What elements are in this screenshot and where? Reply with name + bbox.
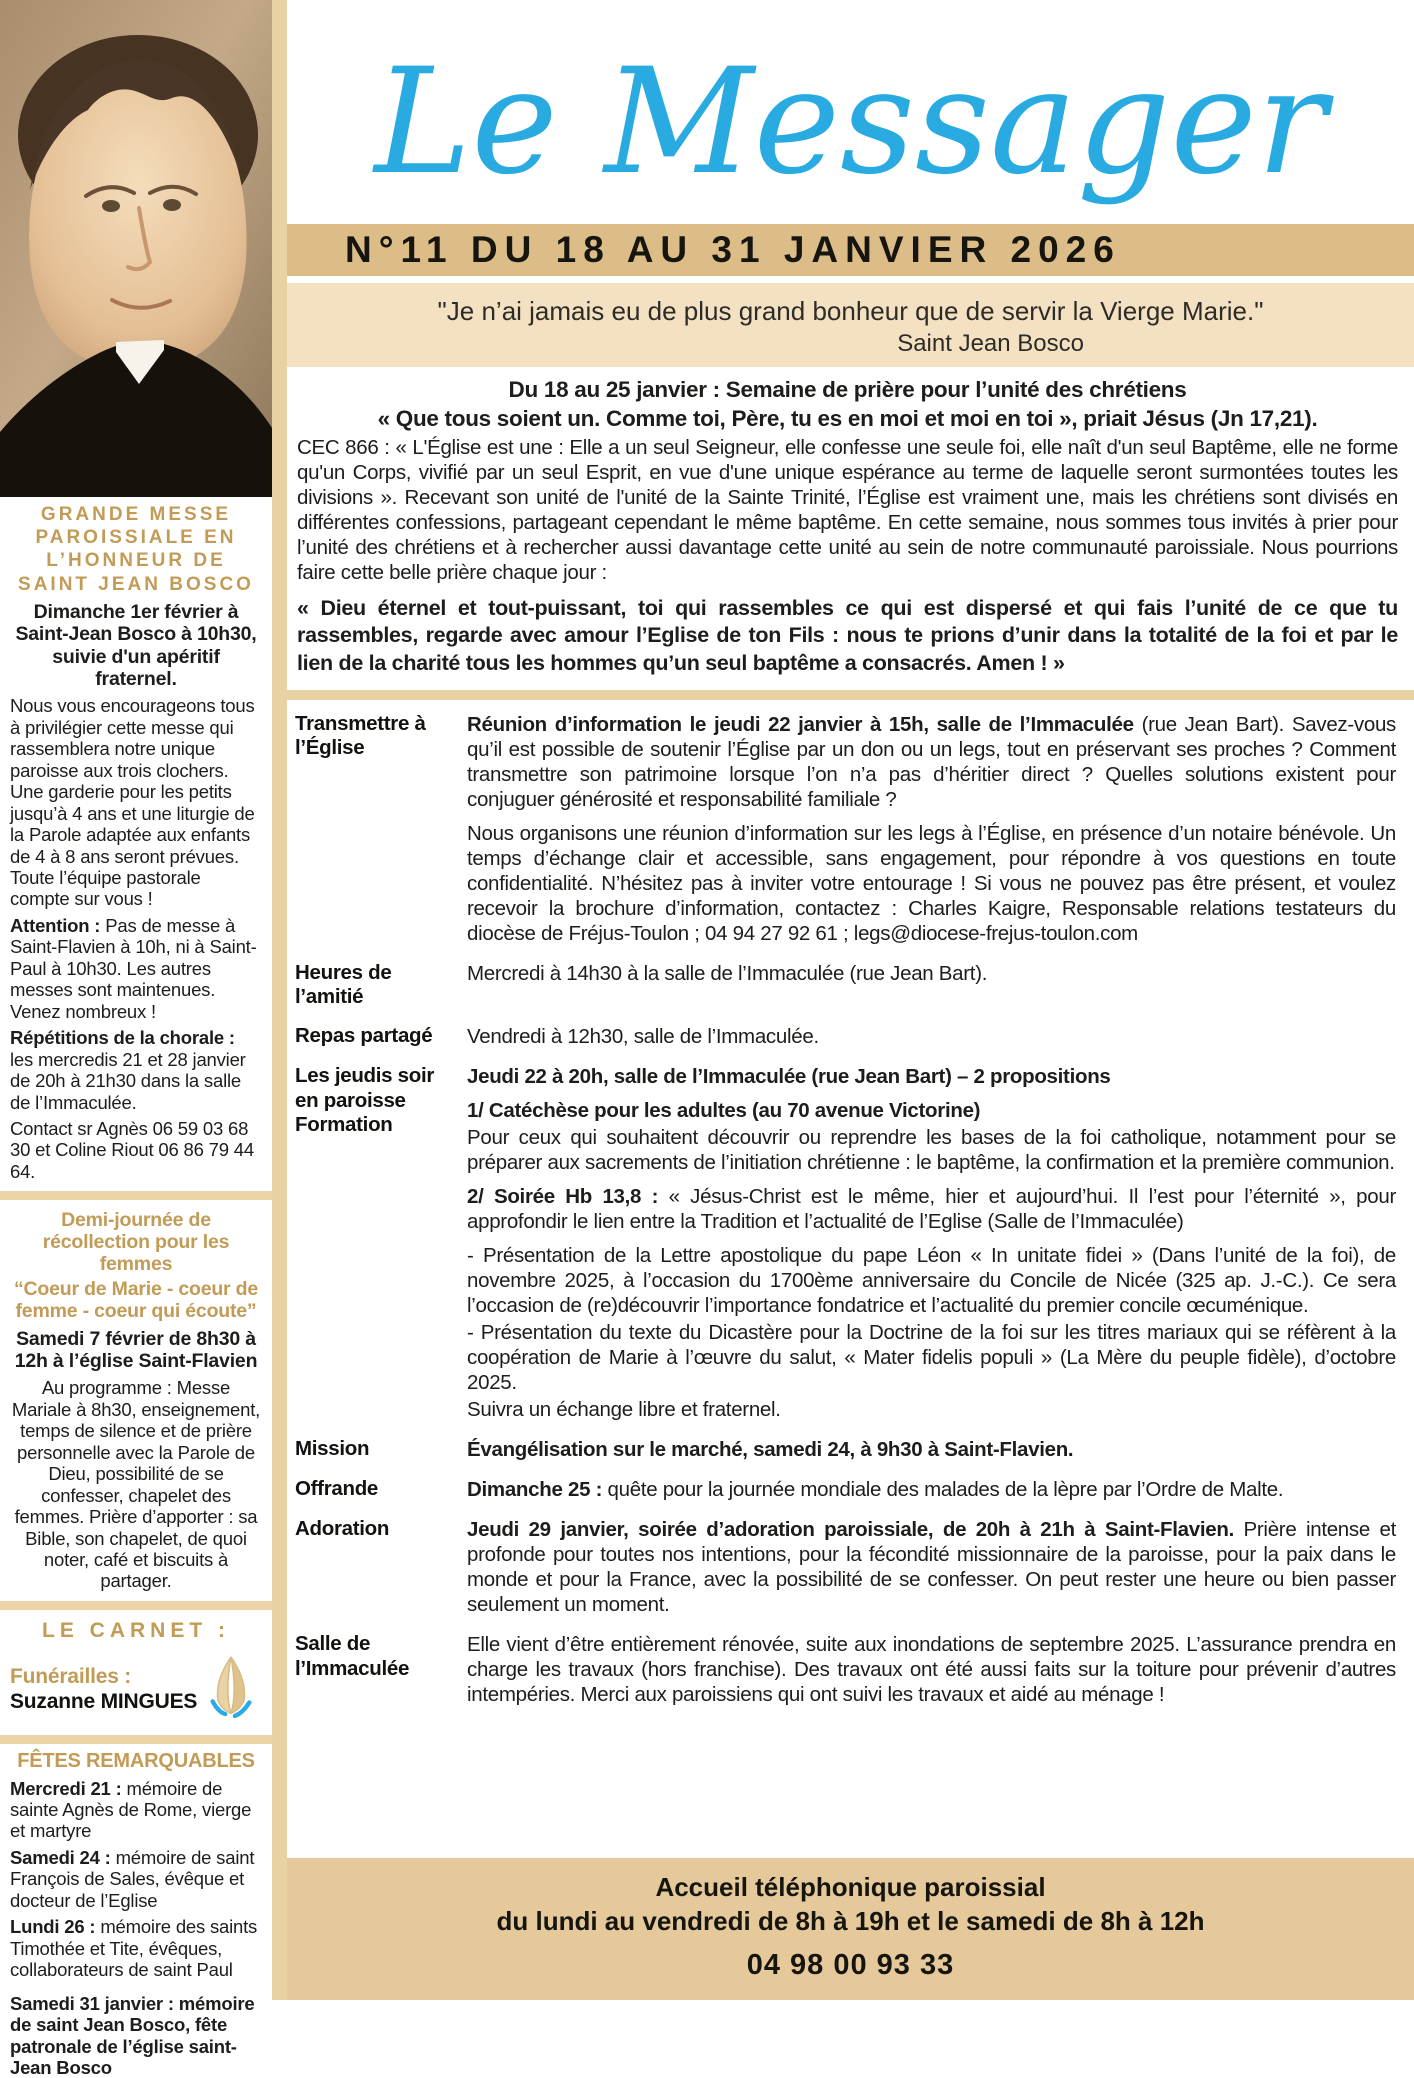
paragraph: - Présentation du texte du Dicastère pour la Doctrine de la foi sur les titres mariaux qui se réfèrent à la coopération de Marie à l’œuvre du salut, « Mater fidelis populi » (La Mère du peuple fidèle), d’octobre 2025. <box>467 1321 1396 1395</box>
paragraph <box>467 1184 1396 1234</box>
paragraph: Pour ceux qui souhaitent découvrir ou reprendre les bases de la foi catholique, notamment pour se préparer aux sacrements de l’initiation chrétienne : le baptême, la confirmation et la première communion. <box>467 1126 1396 1175</box>
paragraph-lead: Jeudi 22 à 20h, salle de l’Immaculée (rue Jean Bart) – 2 propositions <box>467 1065 1111 1089</box>
footer-line1: Accueil téléphonique paroissial <box>655 1872 1046 1903</box>
paragraph <box>467 712 1396 812</box>
unity-prayer: « Dieu éternel et tout-puissant, toi qui rassembles ce qui est dispersé et qui fais l’unité de ce que tu rassembles, regarde avec amour l’Eglise de ton Fils : nous te prions d’unir dans la totalité de la foi et par le lien de la charité tous les hommes qu’un seul baptême a consacrés. Amen ! » <box>297 596 1398 675</box>
unity-verse: « Que tous soient un. Comme toi, Père, tu es en moi et moi en toi », priait Jésus (Jn 17,21). <box>377 405 1318 431</box>
row-content <box>467 1477 1396 1502</box>
row-label: Les jeudis soir en paroisse Formation <box>295 1064 435 1136</box>
paragraph: Vendredi à 12h30, salle de l’Immaculée. <box>467 1025 819 1049</box>
unity-week-section <box>287 367 1414 687</box>
main-column <box>287 0 1414 2000</box>
grande-messe-title: GRANDE MESSE PAROISSIALE EN L’HONNEUR DE SAINT JEAN BOSCO <box>18 504 254 595</box>
grande-messe-body: Nous vous encourageons tous à privilégier cette messe qui rassemblera notre unique paroisse aux trois clochers. Une garderie pour les petits jusqu’à 4 ans et une liturgie de la Parole adaptée aux enfants de 4 à 8 ans seront prévues. Toute l’équipe pastorale compte sur vous ! <box>10 695 255 910</box>
paragraph <box>467 1098 1396 1123</box>
row-label: Repas partagé <box>295 1024 433 1048</box>
main-divider <box>287 690 1414 700</box>
carnet-row <box>10 1651 262 1725</box>
row-content <box>467 712 1396 946</box>
row-content <box>467 1517 1396 1617</box>
sidebar <box>0 0 272 2078</box>
paragraph: Elle vient d’être entièrement rénovée, suite aux inondations de septembre 2025. L’assurance prendra en charge les travaux (hors franchise). Des travaux ont été aussi faits sur la toiture pour prévenir d’autres intempéries. Merci aux paroissiens qui ont suivi les travaux et aidé au ménage ! <box>467 1633 1396 1707</box>
sidebar-divider <box>0 1735 272 1744</box>
row-salle-immaculee <box>295 1632 1396 1707</box>
fete-lead: Lundi 26 : <box>10 1916 96 1938</box>
paragraph-lead: Réunion d’information le jeudi 22 janvier à 15h, salle de l’Immaculée <box>467 713 1134 737</box>
chorale-contact: Contact sr Agnès 06 59 03 68 30 et Coline Riout 06 86 79 44 64. <box>10 1117 254 1182</box>
fete-item <box>10 1778 262 1842</box>
row-content <box>467 1024 1396 1049</box>
quote-author: Saint Jean Bosco <box>897 330 1084 357</box>
fete-lead: Mercredi 21 : <box>10 1777 122 1799</box>
footer-accueil <box>287 1858 1414 2000</box>
praying-hands-icon <box>202 1651 260 1725</box>
fete-lead: Samedi 31 janvier : mémoire de saint Jean Bosco, fête patronale de l’église saint-Jean Bosco <box>10 1992 255 2078</box>
paragraph-lead: Jeudi 29 janvier, soirée d’adoration paroissiale, de 20h à 21h à Saint-Flavien. <box>467 1518 1234 1542</box>
paragraph: Nous organisons une réunion d’information sur les legs à l’Église, en présence d’un notaire bénévole. Un temps d’échange clair et accessible, sans engagement, pour répondre à vos questions en toute confidentialité. N’hésitez pas à inviter votre entourage ! Si vous ne pouvez pas être présent, et voulez recevoir la brochure d’information, contactez : Charles Kaigre, Responsable relations testateurs du diocèse de Fréjus-Toulon ; 04 94 27 92 61 ; legs@diocese-frejus-toulon.com <box>467 822 1396 946</box>
issue-banner <box>287 224 1414 276</box>
chorale-info <box>10 1027 262 1113</box>
row-mission <box>295 1437 1396 1462</box>
carnet-title: LE CARNET : <box>42 1618 230 1642</box>
paragraph-lead: Évangélisation sur le marché, samedi 24, à 9h30 à Saint-Flavien. <box>467 1438 1074 1462</box>
fete-item <box>10 1916 262 1980</box>
carnet-entry <box>10 1664 197 1714</box>
recollection-body: Au programme : Messe Mariale à 8h30, enseignement, temps de silence et de prière personnelle avec la Parole de Dieu, possibilité de se confesser, chapelet des femmes. Prière d’apporter : sa Bible, son chapelet, de quoi noter, café et biscuits à partager. <box>11 1377 261 1592</box>
chorale-lead: Répétitions de la chorale : <box>10 1027 235 1049</box>
recollection-theme: “Coeur de Marie - coeur de femme - coeur qui écoute” <box>13 1278 259 1323</box>
unity-title: Du 18 au 25 janvier : Semaine de prière pour l’unité des chrétiens <box>508 377 1187 402</box>
fete-item <box>10 1993 262 2078</box>
row-label: Salle de l’Immaculée <box>295 1632 410 1680</box>
quote-block <box>287 283 1414 367</box>
paragraph <box>467 1517 1396 1617</box>
row-label: Adoration <box>295 1517 390 1541</box>
vertical-divider <box>272 0 287 2000</box>
funerailles-name: Suzanne MINGUES <box>10 1689 198 1713</box>
paragraph: Suivra un échange libre et fraternel. <box>467 1398 781 1422</box>
agenda-rows <box>287 712 1414 1722</box>
paragraph <box>467 1437 1396 1462</box>
grande-messe-date: Dimanche 1er février à Saint-Jean Bosco à 10h30, suivie d'un apéritif fraternel. <box>15 600 257 690</box>
paragraph-lead: 2/ Soirée Hb 13,8 : <box>467 1185 659 1209</box>
row-label: Mission <box>295 1437 370 1461</box>
unity-body: CEC 866 : « L'Église est une : Elle a un seul Seigneur, elle confesse une seule foi, elle naît d'un seul Baptême, elle ne forme qu'un Corps, vivifié par un seul Esprit, en vue d'une unique espérance au terme de laquelle seront surmontées toutes les divisions ». Recevant son unité de l'unité de la Sainte Trinité, l’Église est vraiment une, mais les chrétiens sont divisés en différentes confessions, partageant cependant le même baptême. En cette semaine, nous sommes tous invités à prier pour l’unité des chrétiens et à rechercher aussi davantage cette unité au sein de notre communauté paroissiale. Nous pourrions faire cette belle prière chaque jour : <box>297 436 1398 585</box>
fetes-title: FÊTES REMARQUABLES <box>17 1749 255 1772</box>
paragraph-lead: 1/ Catéchèse pour les adultes (au 70 avenue Victorine) <box>467 1099 981 1123</box>
section-grande-messe <box>0 497 272 1182</box>
recollection-title: Demi-journée de récollection pour les femmes <box>42 1209 230 1276</box>
row-jeudis-formation <box>295 1064 1396 1422</box>
footer-line2: du lundi au vendredi de 8h à 19h et le samedi de 8h à 12h <box>496 1906 1205 1937</box>
paragraph-text: Prière intense et profonde pour toutes nos intentions, pour la fécondité missionnaire de la paroisse, pour la paix dans le monde et pour la France, avec la possibilité de se confesser. On peut rester une heure ou bien passer seulement un moment. <box>467 1518 1396 1617</box>
fete-lead: Samedi 24 : <box>10 1846 111 1868</box>
saint-jean-bosco-portrait <box>0 0 272 497</box>
row-offrande <box>295 1477 1396 1502</box>
recollection-date: Samedi 7 février de 8h30 à 12h à l’église Saint-Flavien <box>14 1327 258 1372</box>
issue-number: N°11 DU 18 AU 31 JANVIER 2026 <box>345 229 1121 270</box>
fete-text: mémoire de sainte Agnès de Rome, vierge et martyre <box>10 1777 252 1842</box>
row-label: Offrande <box>295 1477 379 1501</box>
row-label: Transmettre à l’Église <box>295 712 426 760</box>
row-repas-partage <box>295 1024 1396 1049</box>
newsletter-title: Le Messager <box>374 37 1327 207</box>
paragraph-text: (rue Jean Bart). Savez-vous qu’il est possible de soutenir l’Église par un don ou un legs, tout en préservant ses proches ? Comment transmettre son patrimoine lorsque l’on n’a pas d’héritier direct ? Quelles solutions existent pour conjuguer générosité et responsabilité familiale ? <box>467 713 1397 812</box>
paragraph: Mercredi à 14h30 à la salle de l’Immaculée (rue Jean Bart). <box>467 962 988 986</box>
section-fetes <box>0 1744 272 2078</box>
row-adoration <box>295 1517 1396 1617</box>
sidebar-divider <box>0 1191 272 1200</box>
sidebar-divider <box>0 1601 272 1610</box>
chorale-text: les mercredis 21 et 28 janvier de 20h à 21h30 dans la salle de l’Immaculée. <box>10 1048 246 1113</box>
row-heures-amitie <box>295 961 1396 1009</box>
paragraph-text: « Jésus-Christ est le même, hier et aujourd’hui. Il l’est pour l’éternité », pour approfondir le lien entre la Tradition et l’actualité de l’Eglise (Salle de l’Immaculée) <box>467 1185 1396 1234</box>
row-content <box>467 1064 1396 1422</box>
fete-text: mémoire des saints Timothée et Tite, évêques, collaborateurs de saint Paul <box>10 1916 258 1981</box>
attention-text: Pas de messe à Saint-Flavien à 10h, ni à Saint-Paul à 10h30. Les autres messes sont maintenues. Venez nombreux ! <box>10 914 257 1022</box>
funerailles-label: Funérailles : <box>10 1664 132 1688</box>
row-content <box>467 961 1396 1009</box>
grande-messe-attention <box>10 915 262 1022</box>
paragraph <box>467 1064 1396 1089</box>
paragraph-text: quête pour la journée mondiale des malades de la lèpre par l’Ordre de Malte. <box>602 1478 1284 1502</box>
paragraph-lead: Dimanche 25 : <box>467 1478 603 1502</box>
footer-phone: 04 98 00 93 33 <box>746 1949 955 1981</box>
fete-text: mémoire de saint François de Sales, évêque et docteur de l’Eglise <box>10 1846 255 1911</box>
portrait-illustration <box>0 0 272 497</box>
fete-item <box>10 1847 262 1911</box>
paragraph: - Présentation de la Lettre apostolique du pape Léon « In unitate fidei » (Dans l’unité de la foi), de novembre 2025, à l’occasion du 1700ème anniversaire du Concile de Nicée (325 ap. J.-C.). Ce sera l’occasion de (re)découvrir l’importance fondatrice et l’actualité du premier concile œcuménique. <box>467 1244 1396 1318</box>
quote-text: "Je n’ai jamais eu de plus grand bonheur que de servir la Vierge Marie." <box>437 296 1264 326</box>
section-recollection <box>0 1200 272 1592</box>
masthead <box>287 0 1414 224</box>
attention-lead: Attention : <box>10 914 101 936</box>
section-carnet <box>0 1610 272 1726</box>
row-content <box>467 1437 1396 1462</box>
row-content <box>467 1632 1396 1707</box>
paragraph <box>467 1477 1396 1502</box>
row-transmettre <box>295 712 1396 946</box>
row-label: Heures de l’amitié <box>295 961 392 1009</box>
